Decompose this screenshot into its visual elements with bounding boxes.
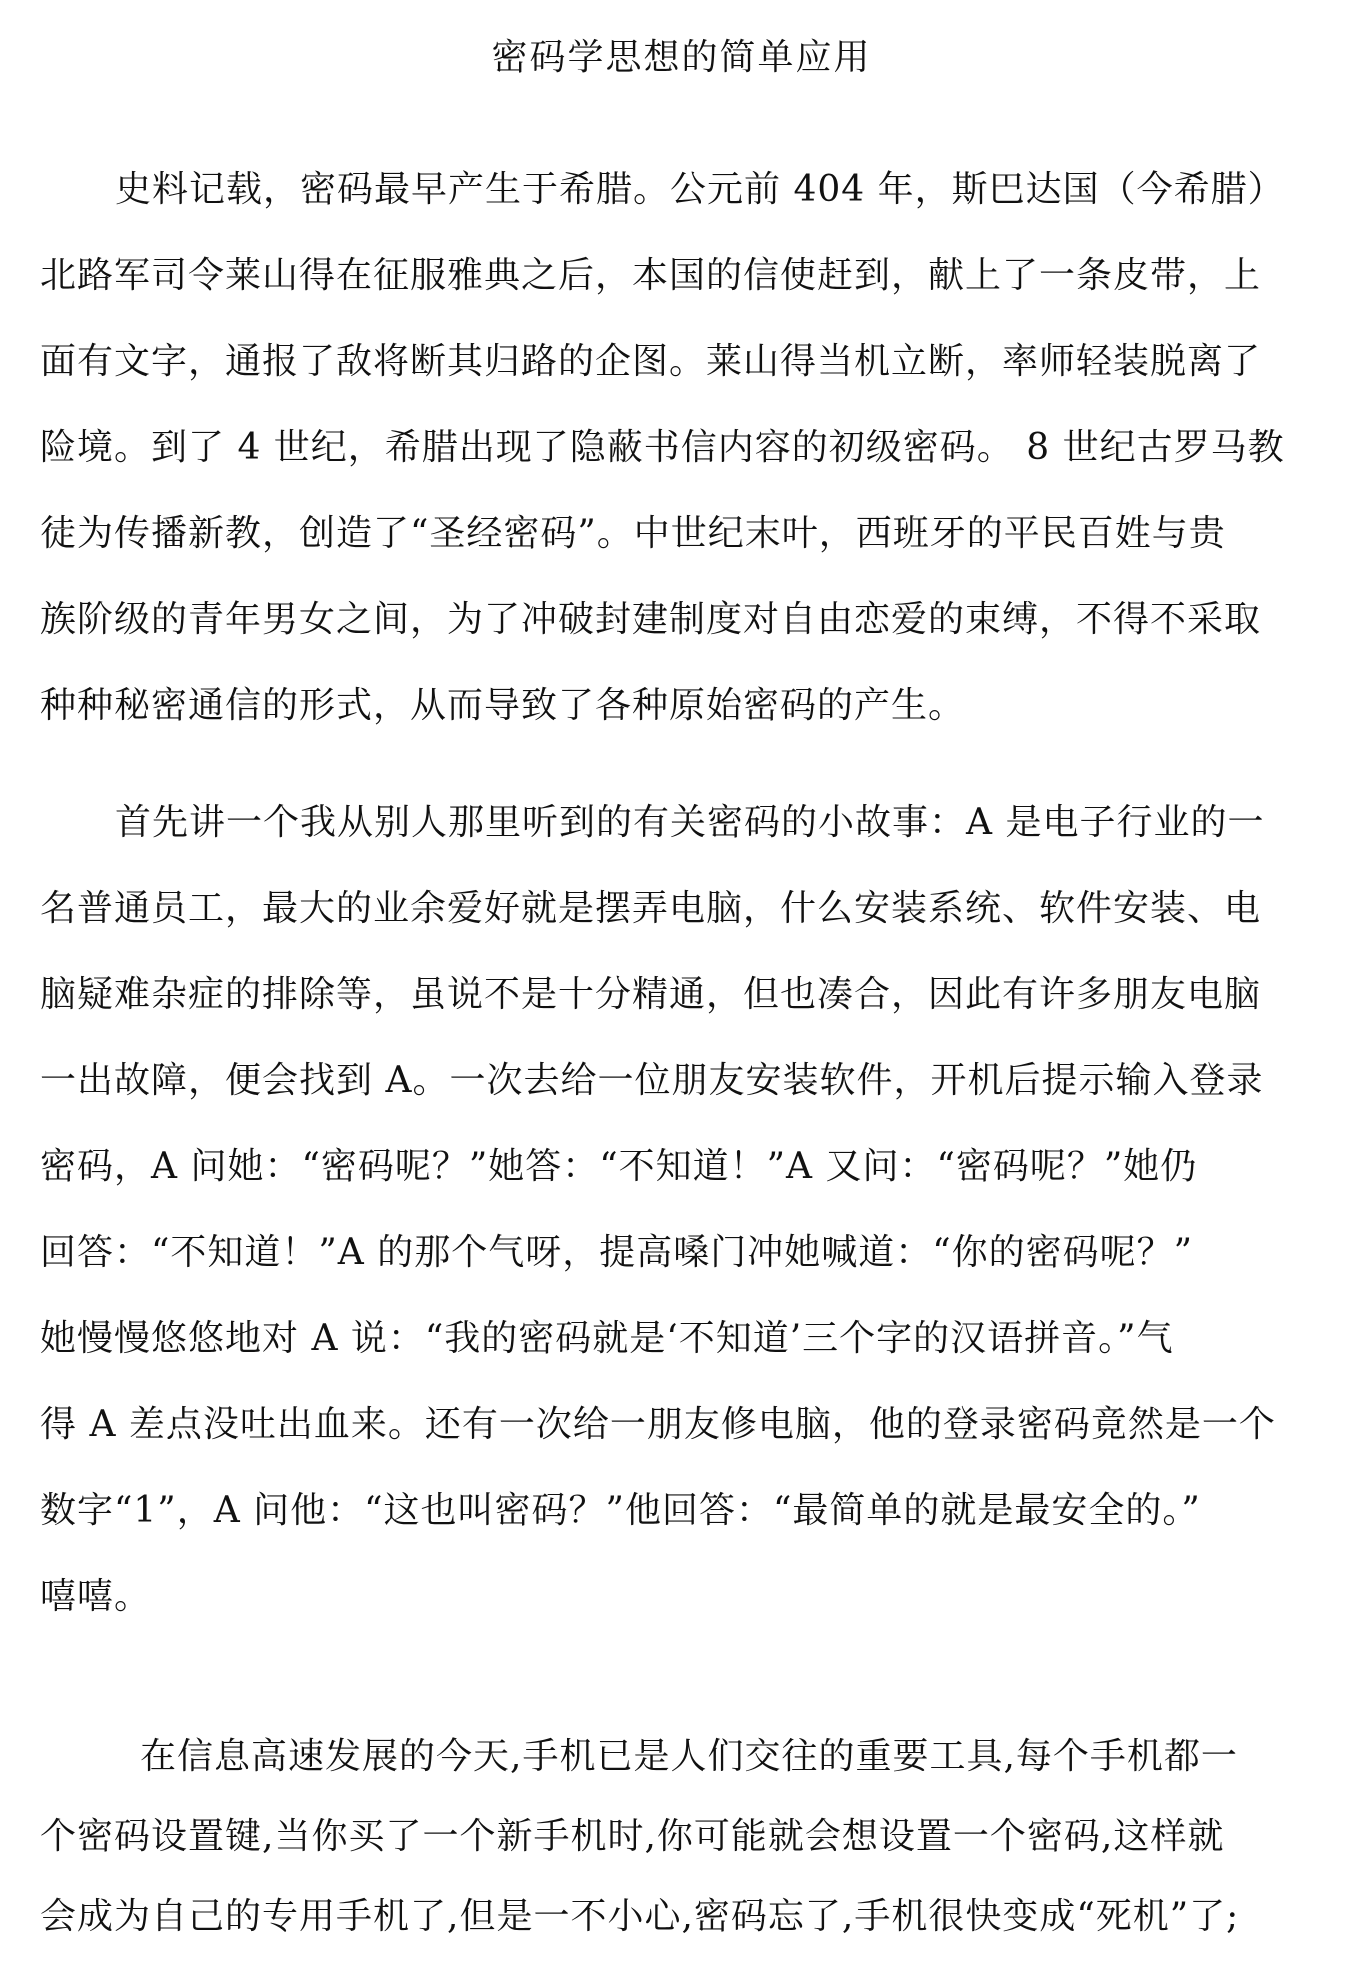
paragraph-line: 徒为传播新教，创造了“圣经密码”。中世纪末叶，西班牙的平民百姓与贵: [40, 513, 1226, 554]
paragraph-line: 史料记载，密码最早产生于希腊。公元前 404 年，斯巴达国（今希腊）: [115, 169, 1285, 210]
paragraph-story: [40, 780, 1340, 1640]
paragraph-line: 名普通员工，最大的业余爱好就是摆弄电脑，什么安装系统、软件安装、电: [40, 888, 1262, 929]
paragraph-line: 首先讲一个我从别人那里听到的有关密码的小故事：A 是电子行业的一: [115, 802, 1265, 843]
paragraph-line: 脑疑难杂症的排除等，虽说不是十分精通，但也凑合，因此有许多朋友电脑: [40, 974, 1262, 1015]
paragraph-line: 在信息高速发展的今天,手机已是人们交往的重要工具,每个手机都一: [140, 1736, 1238, 1777]
paragraph-line: 族阶级的青年男女之间，为了冲破封建制度对自由恋爱的束缚，不得不采取: [40, 599, 1262, 640]
paragraph-line: 北路军司令莱山得在征服雅典之后，本国的信使赶到，献上了一条皮带，上: [40, 255, 1262, 296]
paragraph-line: 得 A 差点没吐出血来。还有一次给一朋友修电脑，他的登录密码竟然是一个: [40, 1404, 1276, 1445]
paragraph-line: 她慢慢悠悠地对 A 说：“我的密码就是‘不知道’三个字的汉语拼音。”气: [40, 1318, 1174, 1359]
paragraph-line: 数字“1”，A 问他：“这也叫密码？”他回答：“最简单的就是最安全的。”: [40, 1490, 1201, 1531]
paragraph-line: 会成为自己的专用手机了,但是一不小心,密码忘了,手机很快变成“死机”了;: [40, 1896, 1240, 1937]
paragraph-line: 种种秘密通信的形式，从而导致了各种原始密码的产生。: [40, 685, 966, 726]
document-title: 密码学思想的简单应用: [491, 37, 872, 78]
paragraph-line: 险境。到了 4 世纪，希腊出现了隐蔽书信内容的初级密码。 8 世纪古罗马教: [40, 427, 1285, 468]
paragraph-line: 个密码设置键,当你买了一个新手机时,你可能就会想设置一个密码,这样就: [40, 1816, 1225, 1857]
paragraph-line: 嘻嘻。: [40, 1576, 152, 1617]
paragraph-line: 面有文字，通报了敌将断其归路的企图。莱山得当机立断，率师轻装脱离了: [40, 341, 1262, 382]
paragraph-history: [40, 147, 1340, 749]
paragraph-line: 密码，A 问她：“密码呢？”她答：“不知道！”A 又问：“密码呢？”她仍: [40, 1146, 1198, 1187]
paragraph-phone: [40, 1717, 1340, 1957]
paragraph-line: 一出故障，便会找到 A。一次去给一位朋友安装软件，开机后提示输入登录: [40, 1060, 1264, 1101]
paragraph-line: 回答：“不知道！”A 的那个气呀，提高嗓门冲她喊道：“你的密码呢？”: [40, 1232, 1194, 1273]
